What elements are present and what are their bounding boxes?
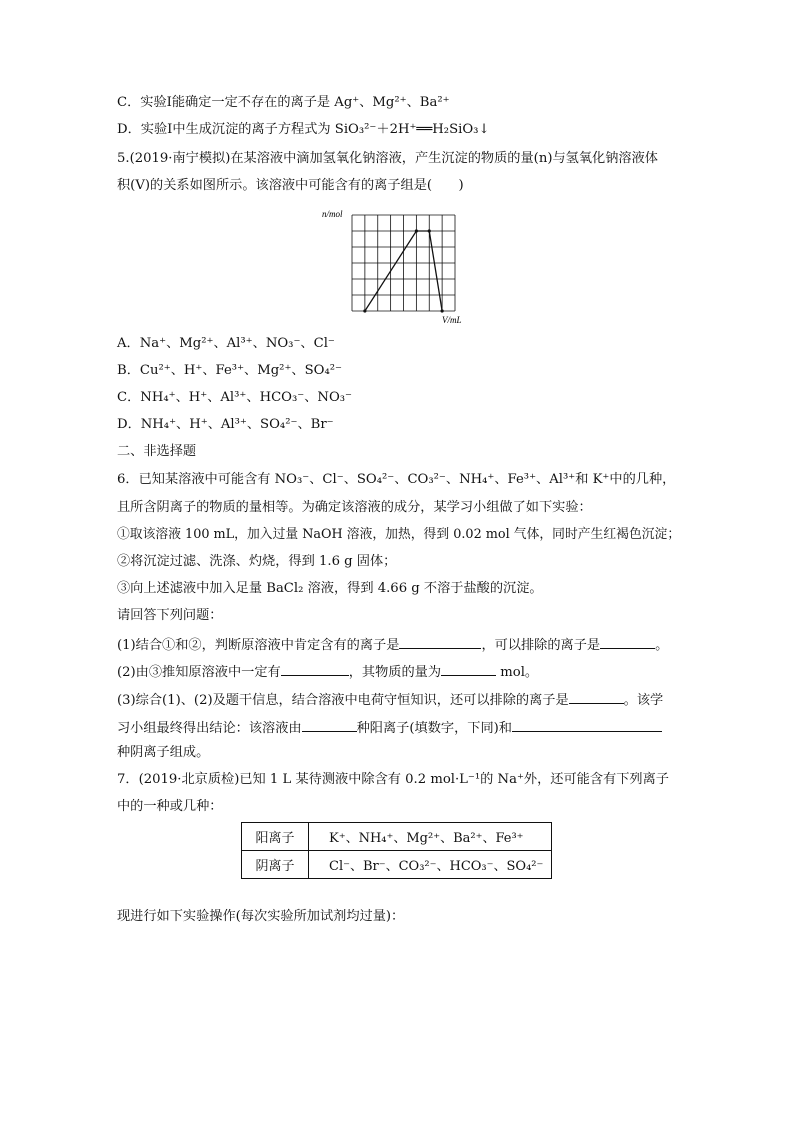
answer-blank[interactable]: [281, 661, 349, 676]
question-6-part-3: [117, 689, 663, 710]
table-row: [242, 823, 552, 851]
part-3-text-a: (3)综合(1)、(2)及题干信息，结合溶液中电荷守恒知识，还可以排除的离子是: [117, 693, 569, 708]
question-7-instruction: 现进行如下实验操作(每次实验所加试剂均过量)：: [117, 909, 405, 924]
answer-blank[interactable]: [399, 634, 481, 649]
part-1-text-c: 。: [655, 638, 669, 653]
data-point: [363, 309, 366, 312]
question-6-part-1: [117, 634, 668, 655]
answer-blank[interactable]: [441, 661, 496, 676]
cation-values: K⁺、NH₄⁺、Mg²⁺、Ba²⁺、Fe³⁺: [309, 823, 552, 851]
part-2-text-b: ，其物质的量为: [348, 665, 442, 680]
data-point: [441, 309, 444, 312]
question-5-text-cont: 积(V)的关系如图所示。该溶液中可能含有的离子组是( ): [117, 178, 464, 193]
cation-label: 阳离子: [242, 823, 309, 851]
anion-label: 阴离子: [242, 851, 309, 879]
experiment-step-1: ①取该溶液 100 mL，加入过量 NaOH 溶液，加热，得到 0.02 mol 气体，同时产生红褐色沉淀；: [117, 527, 681, 542]
question-6-part-3-end: 种阴离子组成。: [117, 745, 210, 760]
part-1-text-b: ，可以排除的离子是: [481, 638, 601, 653]
anion-values: Cl⁻、Br⁻、CO₃²⁻、HCO₃⁻、SO₄²⁻: [309, 851, 552, 879]
option-c-q4: C．实验Ⅰ能确定一定不存在的离子是 Ag⁺、Mg²⁺、Ba²⁺: [117, 95, 450, 110]
answer-blank[interactable]: [302, 717, 357, 732]
question-prompt: 请回答下列问题：: [117, 608, 223, 623]
data-point: [428, 229, 431, 232]
question-6-text: 6．已知某溶液中可能含有 NO₃⁻、Cl⁻、SO₄²⁻、CO₃²⁻、NH₄⁺、Fe³⁺、Al³⁺和 K⁺中的几种，: [117, 472, 676, 487]
question-7-text-cont: 中的一种或几种：: [117, 799, 223, 814]
part-2-text-c: mol。: [496, 665, 539, 680]
part-3-text-d: 种阳离子(填数字，下同)和: [356, 721, 512, 736]
question-6-part-3-cont: [117, 717, 662, 738]
experiment-step-2: ②将沉淀过滤、洗涤、灼烧，得到 1.6 g 固体；: [117, 554, 397, 569]
question-6-text-cont: 且所含阴离子的物质的量相等。为确定该溶液的成分，某学习小组做了如下实验：: [117, 500, 592, 515]
question-6-part-2: [117, 661, 538, 682]
answer-blank[interactable]: [600, 634, 655, 649]
question-7-text: 7．(2019·北京质检)已知 1 L 某待测液中除含有 0.2 mol·L⁻¹的 Na⁺外，还可能含有下列离子: [117, 772, 669, 787]
part-1-text-a: (1)结合①和②，判断原溶液中肯定含有的离子是: [117, 638, 400, 653]
option-d-q4: D．实验Ⅰ中生成沉淀的离子方程式为 SiO₃²⁻＋2H⁺══H₂SiO₃↓: [117, 122, 490, 137]
y-axis-label: n/mol: [322, 209, 343, 219]
question-5-text: 5.(2019·南宁模拟)在某溶液中滴加氢氧化钠溶液，产生沉淀的物质的量(n)与氢氧化钠溶液体: [117, 151, 658, 166]
data-point: [415, 229, 418, 232]
option-a-q5: A．Na⁺、Mg²⁺、Al³⁺、NO₃⁻、Cl⁻: [117, 336, 335, 351]
precipitate-chart: [320, 205, 480, 327]
answer-blank[interactable]: [569, 689, 624, 704]
option-b-q5: B．Cu²⁺、H⁺、Fe³⁺、Mg²⁺、SO₄²⁻: [117, 363, 342, 378]
ion-table: [241, 822, 552, 879]
table-row: [242, 851, 552, 879]
part-2-text-a: (2)由③推知原溶液中一定有: [117, 665, 281, 680]
experiment-step-3: ③向上述滤液中加入足量 BaCl₂ 溶液，得到 4.66 g 不溶于盐酸的沉淀。: [117, 581, 543, 596]
x-axis-label: V/mL: [442, 315, 462, 325]
answer-blank[interactable]: [512, 717, 662, 732]
part-3-text-c: 习小组最终得出结论：该溶液由: [117, 721, 302, 736]
part-3-text-b: 。该学: [623, 693, 664, 708]
option-d-q5: D．NH₄⁺、H⁺、Al³⁺、SO₄²⁻、Br⁻: [117, 417, 334, 432]
section-heading: 二、非选择题: [117, 444, 197, 459]
option-c-q5: C．NH₄⁺、H⁺、Al³⁺、HCO₃⁻、NO₃⁻: [117, 390, 353, 405]
